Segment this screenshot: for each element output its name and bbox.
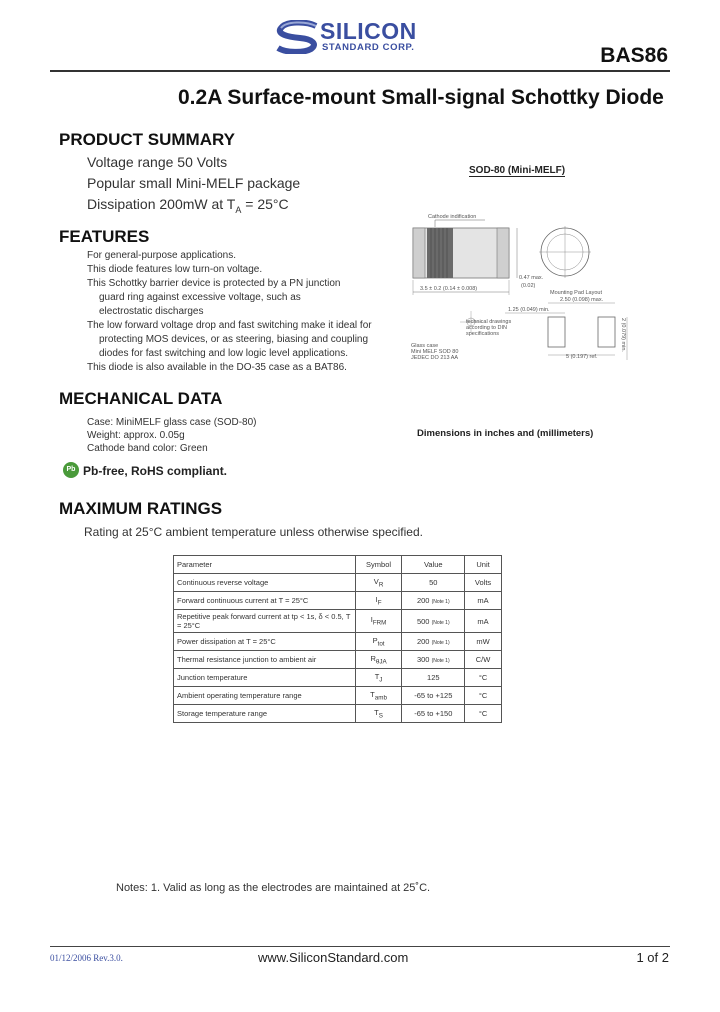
solder-note: technical drawings according to DIN specifications bbox=[466, 319, 512, 337]
pad-dim-2: 1.25 (0.049) min. bbox=[508, 307, 550, 313]
cathode-label: Cathode indification bbox=[428, 214, 477, 220]
table-row: Forward continuous current at T = 25°C $I_F$ 200 (Note 1) mA bbox=[174, 592, 502, 610]
pad-dim-1: 2.50 (0.098) max. bbox=[560, 297, 604, 303]
mechanical-heading: MECHANICAL DATA bbox=[59, 389, 223, 408]
page-title: 0.2A Surface-mount Small-signal Schottky Diode bbox=[178, 86, 664, 109]
mechanical-list bbox=[87, 416, 257, 455]
feature-item: This diode is also available in the DO-35 case as a BAT86. bbox=[87, 362, 347, 373]
column-header: Unit bbox=[465, 556, 502, 574]
ratings-table bbox=[173, 555, 502, 723]
feature-item: For general-purpose applications. bbox=[87, 250, 236, 261]
dimensions-caption: Dimensions in inches and (millimeters) bbox=[417, 428, 594, 439]
summary-dissipation: Dissipation 200mW at $T_A = 25^\circ C$ bbox=[87, 196, 289, 215]
dim-dia-top: 0.47 max. bbox=[519, 275, 544, 281]
feature-item: protecting MOS devices, or as steering, biasing and coupling bbox=[99, 334, 369, 345]
header-rule bbox=[50, 70, 670, 72]
mechanical-item: Cathode band color: Green bbox=[87, 443, 208, 454]
column-header: Parameter bbox=[174, 556, 356, 574]
pad-dim-3: 5 (0.197) ref. bbox=[566, 354, 598, 360]
table-row: Storage temperature range $T_S$ -65 to +150 °C bbox=[174, 705, 502, 723]
footer-website[interactable]: www.SiliconStandard.com bbox=[258, 950, 409, 965]
footer-rule bbox=[50, 946, 670, 947]
column-header: Value bbox=[402, 556, 465, 574]
pad-dim-4: 2 (0.079) min. bbox=[620, 318, 626, 352]
table-row: Junction temperature $T_J$ 125 °C bbox=[174, 669, 502, 687]
features-list bbox=[87, 249, 387, 375]
footer-date-rev: 01/12/2006 Rev.3.0. bbox=[50, 953, 123, 963]
part-number: BAS86 bbox=[600, 44, 668, 67]
table-header-row bbox=[174, 556, 502, 574]
table-row: Power dissipation at T = 25°C $P_{tot}$ 200 (Note 1) mW bbox=[174, 633, 502, 651]
mechanical-item: Case: MiniMELF glass case (SOD-80) bbox=[87, 417, 257, 428]
feature-item: guard ring against excessive voltage, such as bbox=[99, 292, 301, 303]
feature-item: diodes for fast switching and low logic level applications. bbox=[99, 348, 349, 359]
package-label: SOD-80 (Mini-MELF) bbox=[469, 165, 566, 176]
logo-s-mark-icon bbox=[276, 20, 320, 54]
table-row: Thermal resistance junction to ambient air $R_{\theta JA}$ 300 (Note 1) C/W bbox=[174, 651, 502, 669]
feature-item: This Schottky barrier device is protected by a PN junction bbox=[87, 278, 341, 289]
ratings-heading: MAXIMUM RATINGS bbox=[59, 499, 223, 518]
pb-free-icon: Pb bbox=[63, 462, 79, 478]
feature-item: This diode features low turn-on voltage. bbox=[87, 264, 263, 275]
glass-case-note: Glass case Mini MELF SOD 80 JEDEC DO 213 AA bbox=[411, 343, 459, 361]
table-row: Continuous reverse voltage $V_R$ 50 Volts bbox=[174, 574, 502, 592]
table-row: Ambient operating temperature range $T_{amb}$ -65 to +125 °C bbox=[174, 687, 502, 705]
company-logo bbox=[276, 18, 441, 58]
dim-length: 3.5 ± 0.2 (0.14 ± 0.008) bbox=[420, 286, 478, 292]
summary-line: Popular small Mini-MELF package bbox=[87, 175, 301, 191]
features-heading: FEATURES bbox=[59, 227, 150, 246]
pb-free-text: Pb-free, RoHS compliant. bbox=[83, 464, 228, 478]
table-row: Repetitive peak forward current at tp < 1s, δ < 0.5, T = 25°C $I_{FRM}$ 500 (Note 1) mA bbox=[174, 610, 502, 633]
feature-item: The low forward voltage drop and fast switching make it ideal for bbox=[87, 320, 372, 331]
mounting-label: Mounting Pad Layout bbox=[550, 290, 602, 296]
summary-line: Voltage range 50 Volts bbox=[87, 154, 228, 170]
column-header: Symbol bbox=[355, 556, 402, 574]
mechanical-item: Weight: approx. 0.05g bbox=[87, 430, 185, 441]
product-summary-heading: PRODUCT SUMMARY bbox=[59, 130, 235, 149]
notes: Notes: 1. Valid as long as the electrodes are maintained at 25˚C. bbox=[116, 882, 431, 894]
feature-item: electrostatic discharges bbox=[99, 306, 204, 317]
ratings-intro: Rating at 25°C ambient temperature unless otherwise specified. bbox=[84, 525, 423, 539]
dim-dia-bottom: (0.02) bbox=[521, 283, 536, 289]
logo-line1: SILICON bbox=[320, 18, 417, 44]
footer-page-number: 1 of 2 bbox=[636, 950, 669, 965]
logo-line2: STANDARD CORP. bbox=[322, 42, 415, 53]
